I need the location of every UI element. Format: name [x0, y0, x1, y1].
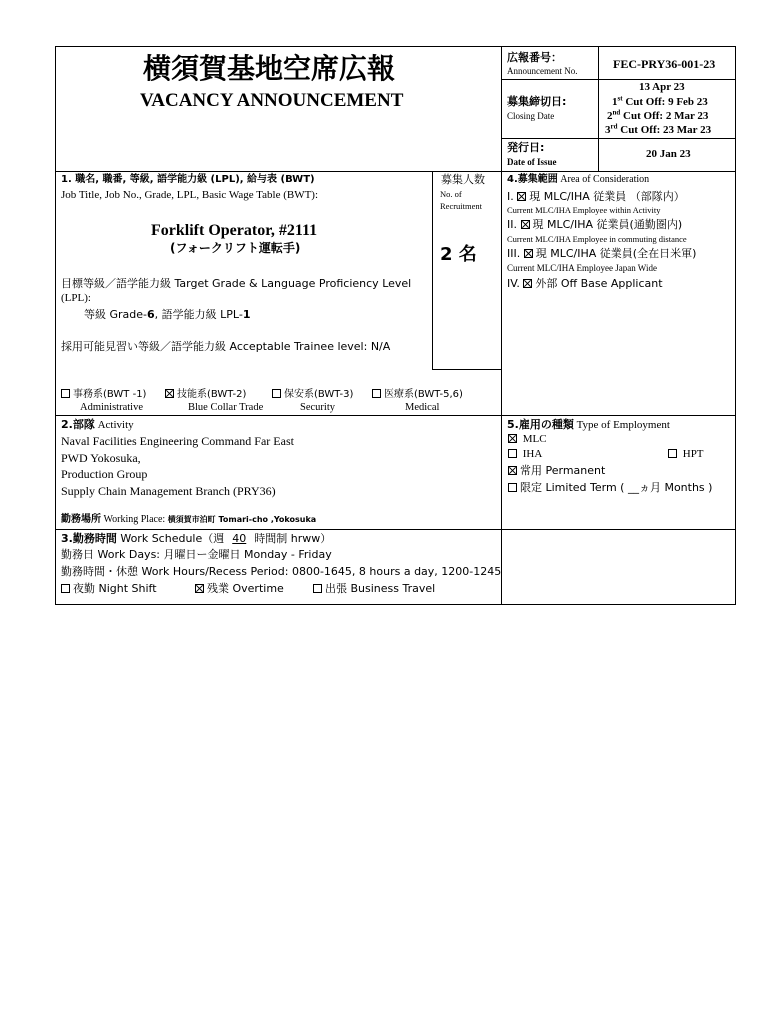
- area-item-1-sub: Current MLC/IHA Employee within Activity: [507, 205, 661, 215]
- checkbox-night-shift[interactable]: [61, 584, 70, 593]
- category-security-sub: Security: [300, 402, 335, 413]
- middle-divider: [501, 171, 502, 605]
- recruit-count: 2 名: [440, 244, 477, 265]
- business-travel: [313, 583, 435, 594]
- overtime: [195, 583, 284, 594]
- issue-date-value: 20 Jan 23: [646, 148, 691, 160]
- employment-hpt-label: HPT: [682, 448, 704, 460]
- checkbox-area-2[interactable]: [521, 220, 530, 229]
- header-bottom-line: [55, 171, 736, 172]
- employment-iha: [508, 449, 542, 460]
- grade-value: 6: [147, 308, 155, 321]
- area-item-2-sub: Current MLC/IHA Employee in commuting distance: [507, 234, 687, 244]
- header-row-line-2: [501, 138, 736, 139]
- issue-date-label-en: Date of Issue: [507, 157, 557, 167]
- category-security: [272, 389, 353, 400]
- cutoff-1-sup: st: [617, 94, 623, 103]
- closing-date-label-en: Closing Date: [507, 111, 555, 121]
- announcement-no-value: FEC-PRY36-001-23: [613, 57, 716, 71]
- working-place-value: 横須賀市泊町 Tomari-cho ,Yokosuka: [167, 515, 317, 524]
- category-administrative: [61, 389, 146, 400]
- work-days: 勤務日 Work Days: 月曜日ー金曜日 Monday - Friday: [61, 548, 332, 561]
- area-item-4-label: 外部 Off Base Applicant: [535, 277, 663, 290]
- employment-hpt: [668, 449, 704, 460]
- employment-limited: [508, 482, 712, 493]
- area-item-4: [507, 278, 663, 289]
- category-security-label: 保安系(BWT-3): [284, 389, 354, 400]
- checkbox-business-travel[interactable]: [313, 584, 322, 593]
- cutoff-3: [605, 122, 712, 136]
- area-item-1-prefix: I.: [507, 190, 514, 203]
- night-shift-label: 夜勤 Night Shift: [73, 582, 157, 595]
- checkbox-area-1[interactable]: [517, 192, 526, 201]
- sec5-heading-jp: 5.雇用の種類: [507, 418, 574, 431]
- working-place-label-jp: 勤務場所: [61, 514, 101, 525]
- lpl-value: 1: [242, 308, 251, 321]
- checkbox-mlc[interactable]: [508, 434, 517, 443]
- cutoff-2-sup: nd: [612, 108, 621, 117]
- grade-line: [84, 309, 250, 320]
- checkbox-hpt[interactable]: [668, 449, 677, 458]
- sec1-heading-en: Job Title, Job No., Grade, LPL, Basic Wage Table (BWT):: [61, 189, 319, 201]
- area-item-1: [507, 191, 685, 202]
- sec4-heading-jp: 4.募集範囲: [507, 174, 558, 185]
- page-title-en: VACANCY ANNOUNCEMENT: [140, 90, 404, 111]
- closing-date-label-jp: 募集締切日:: [507, 95, 567, 108]
- checkbox-iha[interactable]: [508, 449, 517, 458]
- announcement-no-label-en: Announcement No.: [507, 66, 578, 76]
- sec5-heading: [507, 419, 670, 431]
- sec3-heading-en: Work Schedule（週: [116, 532, 225, 545]
- activity-line-1: Naval Facilities Engineering Command Far East: [61, 434, 294, 448]
- employment-permanent-label: 常用 Permanent: [520, 464, 606, 477]
- checkbox-area-4[interactable]: [523, 279, 532, 288]
- trainee-level: 採用可能見習い等級／語学能力級 Acceptable Trainee level: N/A: [61, 340, 391, 353]
- category-administrative-sub: Administrative: [80, 402, 143, 413]
- employment-limited-label: 限定 Limited Term ( __ヵ月 Months ): [520, 481, 713, 494]
- checkbox-blue-collar[interactable]: [165, 389, 174, 398]
- work-hours: 勤務時間・休憩 Work Hours/Recess Period: 0800-1645, 8 hours a day, 1200-1245: [61, 565, 502, 578]
- sec2-heading-jp: 2.部隊: [61, 418, 95, 431]
- recruit-label-en-2: Recruitment: [440, 201, 483, 211]
- recruit-label-en-1: No. of: [440, 189, 462, 199]
- employment-mlc-label: MLC: [522, 433, 547, 445]
- area-item-2-prefix: II.: [507, 218, 517, 231]
- recruit-label-jp: 募集人数: [441, 173, 485, 186]
- area-item-3: [507, 248, 696, 259]
- issue-date-label-jp: 発行日:: [507, 141, 545, 154]
- checkbox-overtime[interactable]: [195, 584, 204, 593]
- employment-mlc: [508, 434, 547, 445]
- sec4-bottom-line: [501, 529, 736, 530]
- cutoff-1-text: Cut Off: 9 Feb 23: [622, 96, 708, 108]
- activity-line-3: Production Group: [61, 467, 148, 481]
- sec1-recruit-left-line: [432, 171, 433, 369]
- activity-line-4: Supply Chain Management Branch (PRY36): [61, 484, 276, 498]
- working-place-label-en: Working Place:: [101, 514, 168, 525]
- checkbox-medical[interactable]: [372, 389, 381, 398]
- area-item-4-prefix: IV.: [507, 277, 520, 290]
- checkbox-limited[interactable]: [508, 483, 517, 492]
- cutoff-3-text: Cut Off: 23 Mar 23: [617, 124, 712, 136]
- category-blue-collar: [165, 389, 246, 400]
- area-item-3-label: 現 MLC/IHA 従業員(全在日米軍): [535, 247, 697, 260]
- cutoff-2: [607, 108, 709, 122]
- checkbox-administrative[interactable]: [61, 389, 70, 398]
- employment-permanent: [508, 465, 605, 476]
- header-divider: [501, 46, 502, 171]
- sec3-heading: [61, 533, 331, 544]
- header-row-line-1: [501, 79, 736, 80]
- sec1-recruit-bottom-line: [432, 369, 501, 370]
- category-medical: [372, 389, 463, 400]
- announcement-no-label-jp: 広報番号：: [507, 51, 562, 64]
- night-shift: [61, 583, 157, 594]
- checkbox-permanent[interactable]: [508, 466, 517, 475]
- cutoff-2-text: Cut Off: 2 Mar 23: [620, 110, 709, 122]
- business-travel-label: 出張 Business Travel: [325, 582, 436, 595]
- area-item-1-label: 現 MLC/IHA 従業員 （部隊内）: [529, 190, 685, 203]
- work-hours-value: 40: [232, 532, 247, 545]
- employment-iha-label: IHA: [522, 448, 543, 460]
- cutoff-3-ord: 3: [605, 124, 611, 136]
- cutoff-2-ord: 2: [607, 110, 613, 122]
- sec5-heading-en: Type of Employment: [573, 419, 670, 431]
- category-medical-sub: Medical: [405, 402, 440, 413]
- sec3-heading-jp: 3.勤務時間: [61, 532, 117, 545]
- target-grade-line-1: 目標等級／語学能力級 Target Grade & Language Proficiency Level: [61, 277, 412, 290]
- checkbox-security[interactable]: [272, 389, 281, 398]
- area-item-3-sub: Current MLC/IHA Employee Japan Wide: [507, 263, 657, 273]
- activity-line-2: PWD Yokosuka,: [61, 451, 141, 465]
- cutoff-1: [612, 94, 708, 108]
- category-administrative-label: 事務系(BWT -1): [73, 389, 147, 400]
- sec2-heading-en: Activity: [94, 419, 134, 431]
- sec1-bottom-line: [55, 415, 736, 416]
- sec4-heading: [507, 175, 649, 185]
- sec2-heading: [61, 419, 134, 431]
- sec1-heading: 1. 職名, 職番, 等級, 語学能力級 (LPL), 給与表 (BWT): [61, 174, 315, 185]
- sec3-heading-tail: 時間制 hrww）: [254, 532, 332, 545]
- area-item-3-prefix: III.: [507, 247, 521, 260]
- grade-prefix: 等級 Grade-: [84, 308, 148, 321]
- cutoff-1-ord: 1: [612, 96, 618, 108]
- category-medical-label: 医療系(BWT-5,6): [384, 389, 463, 400]
- category-blue-collar-sub: Blue Collar Trade: [188, 402, 264, 413]
- checkbox-area-3[interactable]: [524, 249, 533, 258]
- header-inner-divider: [598, 46, 599, 171]
- category-blue-collar-label: 技能系(BWT-2): [177, 389, 247, 400]
- cutoff-3-sup: rd: [610, 122, 618, 131]
- area-item-2: [507, 219, 682, 230]
- closing-date-value: 13 Apr 23: [639, 81, 685, 93]
- page-title-jp: 横須賀基地空席広報: [143, 52, 396, 85]
- sec2-bottom-line: [55, 529, 501, 530]
- overtime-label: 残業 Overtime: [207, 582, 284, 595]
- area-item-2-label: 現 MLC/IHA 従業員(通勤圏内): [532, 218, 683, 231]
- lpl-prefix: , 語学能力級 LPL-: [154, 308, 243, 321]
- job-title-jp: (フォークリフト運転手): [170, 241, 301, 255]
- working-place: [61, 515, 316, 525]
- target-grade-line-2: (LPL):: [61, 292, 91, 304]
- job-title: Forklift Operator, #2111: [151, 222, 318, 239]
- sec4-heading-en: Area of Consideration: [557, 174, 650, 185]
